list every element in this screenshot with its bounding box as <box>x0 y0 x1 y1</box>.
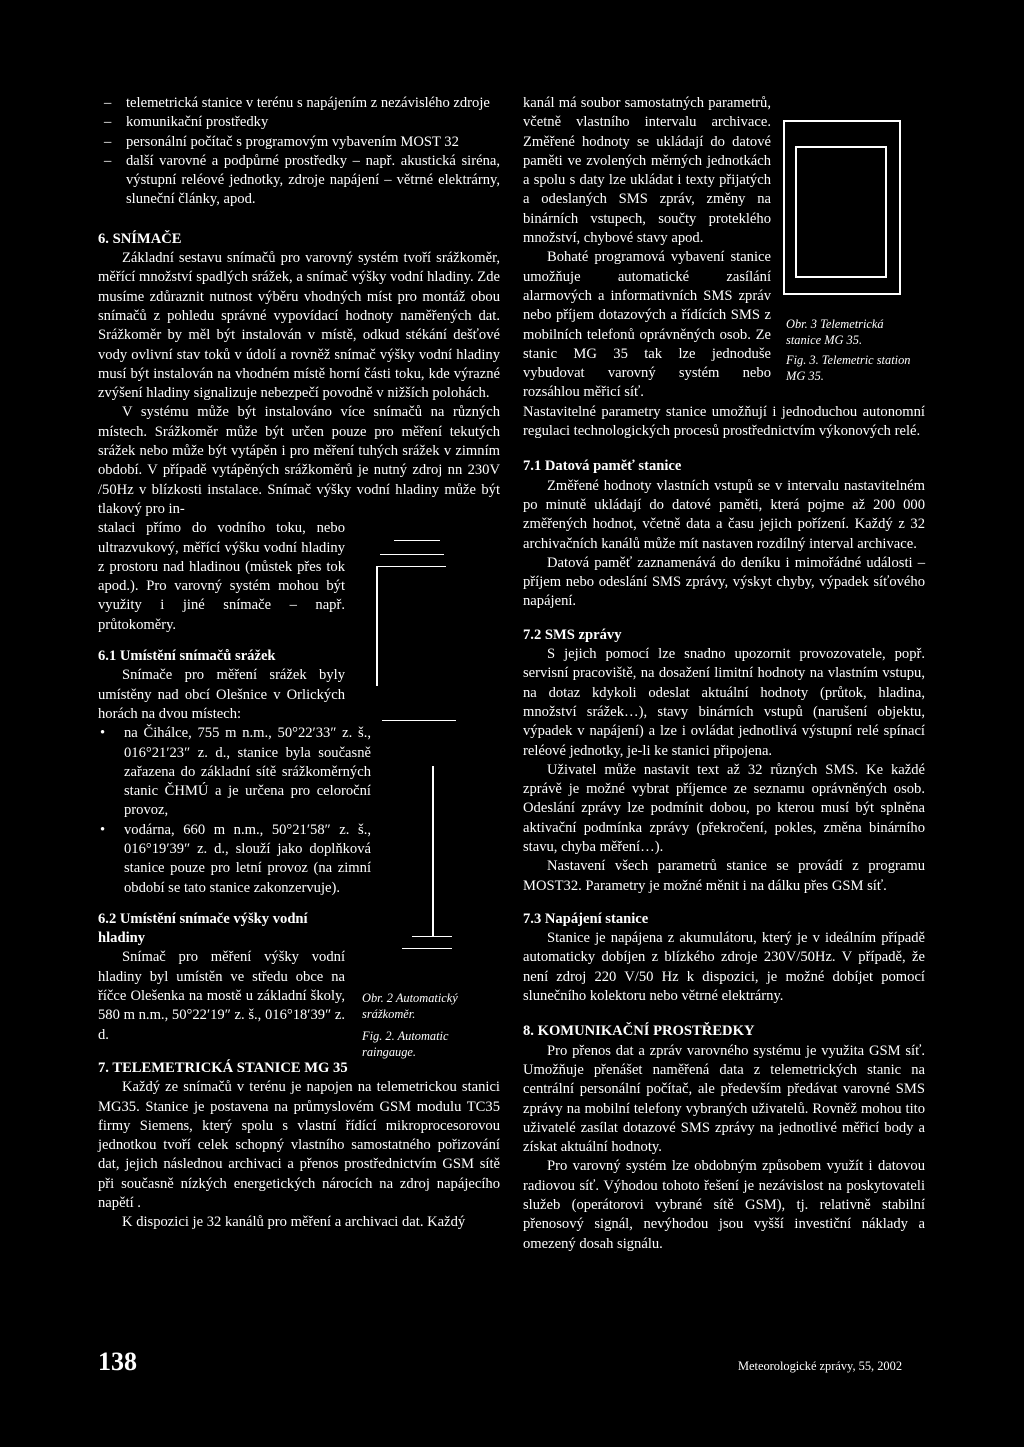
component-list <box>98 94 500 210</box>
paragraph: Uživatel může nastavit text až 32 různých SMS. Ke každé zprávě je možné vybrat příjemce ze seznamu oprávněných osob. Odeslání zprávy lze podmínit dobou, po kterou musí být splněna aktivační podmínka zprávy (překročení, pokles, změna binárního stavu, chyba měření…). <box>523 761 925 855</box>
figure-line <box>795 276 887 278</box>
caption-cz: Obr. 3 Telemetrická stanice MG 35. <box>786 317 884 347</box>
caption-en: Fig. 3. Telemetric station MG 35. <box>786 353 911 383</box>
paragraph: Nastavení všech parametrů stanice se provádí z programu MOST32. Parametry je možné měnit i na dálku přes GSM síť. <box>523 858 925 894</box>
section-heading-8: 8. KOMUNIKAČNÍ PROSTŘEDKY <box>523 1023 755 1040</box>
paragraph: Pro přenos dat a zpráv varovného systému je využita GSM síť. Umožňuje přenášet naměřená data z telemetrických stanic na centrální personální počítač, ale především předávat varovné SMS zprávy na mobilní telefony vybraných uživatelů. Rovněž mohou tito uživatelé zasílat dotazové SMS zprávy na jednotlivé měřicí body a získat aktuální hodnoty. <box>523 1042 925 1156</box>
list-item: – personální počítač s programovým vybavením MOST 32 <box>98 133 500 152</box>
paragraph: S jejich pomocí lze snadno upozornit provozovatele, popř. servisní pracoviště, na dosažení limitní hodnoty na vlastním vstupu, na dotaz kdykoli odeslat aktuální hodnoty (průtok, hladina, množství srážek…), stavy binárních vstupů (narušení objektu, výpadek v napájení) a lze i ovládat jednotlivá výstupní relé spínací reléové jednotky, je-li ke stanici připojena. <box>523 646 925 759</box>
figure-caption <box>362 990 502 1060</box>
section-heading-7-3: 7.3 Napájení stanice <box>523 910 649 927</box>
list-item: – telemetrická stanice v terénu s napájením z nezávislého zdroje <box>98 94 500 113</box>
paragraph: Základní sestavu snímačů pro varovný systém tvoří srážkoměr, měřící množství spadlých srážek, a snímač výšky vodní hladiny. Zde musíme zdůraznit nutnost výběru vhodných míst pro montáž obou snímačů z pohledu správné vypovídací hodnoty naměřených dat. Srážkoměr by měl být instalován v místě, odkud stékání dešťové vody ovlivní stav toků v údolí a rovněž snímač výšky vodní hladiny musí být instalován na vhodném místě horní části toku, kde výrazné zvýšení hladiny signalizuje nebezpečí povodně v nižších polohách. <box>98 250 500 402</box>
section-heading-7-1: 7.1 Datová paměť stanice <box>523 458 682 475</box>
paragraph: Každý ze snímačů v terénu je napojen na telemetrickou stanici MG35. Stanice je postavena na průmyslovém GSM modulu TC35 firmy Siemens, který spolu s vlastní řídící mikroprocesorovou jednotkou tvoří celek schopný vlastního samostatného pořizování dat, jejich následnou archivaci a přenos prostřednictvím GSM sítě při současně nízkých energetických nárocích na zdroj napájecího napětí . <box>98 1079 500 1212</box>
figure-line <box>412 936 452 937</box>
figure-line <box>394 540 440 541</box>
figure-line <box>795 146 797 278</box>
paragraph: Změřené hodnoty vlastních vstupů se v intervalu nastavitelném po minutě ukládají do datové paměti, která pojme až 200 000 změřených hodnot, včetně data a času jejich pořízení. Každý z 32 archivačních kanálů může mít nastaven rozdílný interval archivace. <box>523 477 925 552</box>
list-item: – další varovné a podpůrné prostředky – např. akustická siréna, výstupní reléové jednotky, zdroje napájení – větrné elektrárny, sluneční články, apod. <box>98 152 500 210</box>
paragraph: Pro varovný systém lze obdobným způsobem využít i datovou radiovou síť. Výhodou tohoto řešení je nezávislost na poskytovateli služeb (operátorovi vybrané sítě GSM), tj. relativně stabilní přenosový signál, nevýhodou jsou vyšší investiční náklady a omezený dosah signálu. <box>523 1158 925 1252</box>
figure-raingauge <box>372 536 452 976</box>
figure-caption <box>786 316 916 384</box>
paragraph: Bohaté programová vybavení stanice umožňuje automatické zasílání alarmových a informativních SMS zpráv nebo příjem dotazových a řídících SMS z mobilních telefonů oprávněných osob. Ze stanic MG 35 tak lze jednoduše vybudovat varovný systém nebo rozsáhlou měřicí síť. <box>523 249 771 401</box>
figure-line <box>402 948 452 949</box>
section-heading-6: 6. SNÍMAČE <box>98 230 182 247</box>
paragraph: K dispozici je 32 kanálů pro měření a archivaci dat. Každý <box>122 1214 466 1231</box>
paragraph: V systému může být instalováno více snímačů na různých místech. Srážkoměr může být určen pouze pro měření tekutých srážek nebo může být vytápěn i pro měření tuhých srážek v zimním období. V případě vytápěných srážkoměrů je nutný zdroj nn 230V /50Hz v blízkosti instalace. Snímač výšky vodní hladiny může být tlakový pro in- <box>98 404 500 517</box>
paragraph: Snímače pro měření srážek byly umístěny nad obcí Olešnice v Orlických horách na dvou místech: <box>98 667 345 722</box>
section-heading-6-1: 6.1 Umístění snímačů srážek <box>98 648 276 665</box>
list-item: • na Čihálce, 755 m n.m., 50°22′33″ z. š., 016°21′23″ z. d., stanice byla současně zařazena do základní sítě srážkoměrných stanic ČHMÚ a je určena pro celoroční provoz, <box>98 724 371 820</box>
figure-line <box>376 566 378 686</box>
figure-line <box>795 146 887 148</box>
figure-station <box>783 120 901 295</box>
figure-line <box>885 146 887 278</box>
section-heading-6-2: 6.2 Umístění snímače výšky vodní hladiny <box>98 910 308 947</box>
paragraph: Nastavitelné parametry stanice umožňují i jednoduchou autonomní regulaci technologických procesů prostřednictvím výkonových relé. <box>523 403 925 440</box>
caption-cz: Obr. 2 Automatický srážkoměr. <box>362 991 458 1021</box>
list-item: – komunikační prostředky <box>98 113 500 132</box>
paragraph: Datová paměť zaznamenává do deníku i mimořádné události – příjem nebo odeslání SMS zprávy, výskyt chyby, výpadek síťového napájení. <box>523 554 925 610</box>
caption-en: Fig. 2. Automatic raingauge. <box>362 1029 449 1059</box>
section-heading-7-2: 7.2 SMS zprávy <box>523 626 622 643</box>
figure-line <box>432 766 434 936</box>
page-number: 138 <box>98 1347 137 1376</box>
journal-name: Meteorologické zprávy, 55, 2002 <box>738 1359 903 1373</box>
figure-line <box>382 720 456 721</box>
section-heading-7: 7. TELEMETRICKÁ STANICE MG 35 <box>98 1059 348 1076</box>
paragraph: kanál má soubor samostatných parametrů, včetně vlastního intervalu archivace. Změřené hodnoty se ukládají do datové paměti ve zvolených měrných jednotkách a spolu s daty lze ukládat i texty přijatých a odeslaných SMS zpráv, změny na binárních vstupech, součty proteklého množství, chybové stavy apod. <box>523 95 771 247</box>
figure-line <box>380 554 444 555</box>
paragraph: stalaci přímo do vodního toku, nebo ultrazvukový, měřící výšku vodní hladiny z prostoru nad hladinou (můstek přes tok apod.). Pro varovný systém mohou být využity i jiné snímače – např. průtokoměry. <box>98 520 345 633</box>
figure-line <box>376 566 446 567</box>
list-item: • vodárna, 660 m n.m., 50°21′58″ z. š., 016°19′39″ z. d., slouží jako doplňková stanice pouze pro letní provoz (na zimní období se tato stanice zakonzervuje). <box>98 821 371 898</box>
paragraph: Stanice je napájena z akumulátoru, který je v ideálním případě automaticky dobíjen z blízkého zdroje 230V/50Hz. V případě, že není zdroj 220 V/50 Hz k dispozici, je možné dobíjet pomocí slunečního kolektoru nebo větrné elektrárny. <box>523 930 925 1005</box>
paragraph: Snímač pro měření výšky vodní hladiny byl umístěn ve středu obce na říčce Olešenka na mostě u základní školy, 580 m n.m., 50°22′19″ z. š., 016°18′39″ z. d. <box>98 949 345 1043</box>
